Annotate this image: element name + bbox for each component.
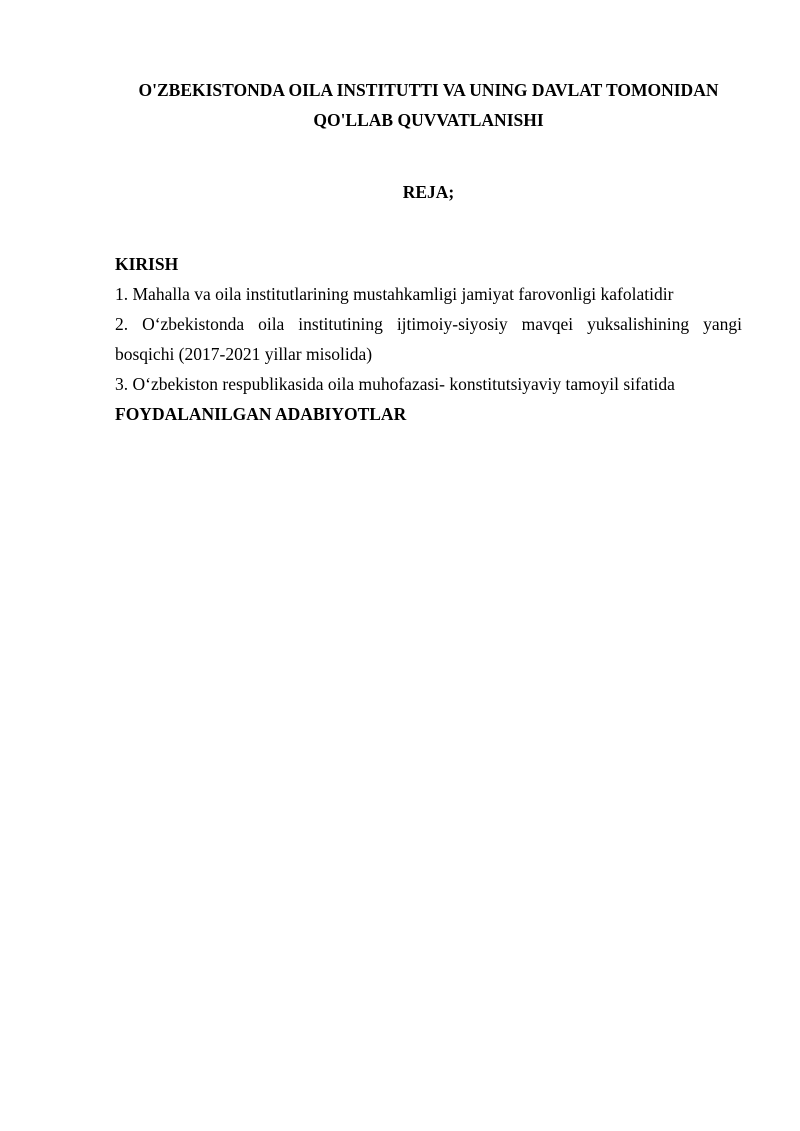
document-title (115, 75, 742, 135)
document-content (115, 75, 742, 429)
title-line-2: QO'LLAB QUVVATLANISHI (313, 110, 544, 130)
plan-heading: REJA; (402, 182, 455, 202)
plan-list (115, 279, 742, 399)
plan-item-1: 1. Mahalla va oila institutlarining mustahkamligi jamiyat farovonligi kafolatidir (115, 284, 674, 304)
plan-item-2 (115, 309, 742, 369)
plan-item-2-line-1: 2. O‘zbekistonda oila institutining ijtimoiy-siyosiy mavqei yuksalishining yangi (115, 314, 742, 334)
plan-item-3: 3. O‘zbekiston respublikasida oila muhofazasi- konstitutsiyaviy tamoyil sifatida (115, 374, 675, 394)
title-line-1: O'ZBEKISTONDA OILA INSTITUTTI VA UNING DAVLAT TOMONIDAN (138, 80, 719, 100)
intro-heading: KIRISH (115, 254, 179, 274)
references-heading: FOYDALANILGAN ADABIYOTLAR (115, 404, 407, 424)
plan-item-2-line-2: bosqichi (2017-2021 yillar misolida) (115, 344, 373, 364)
